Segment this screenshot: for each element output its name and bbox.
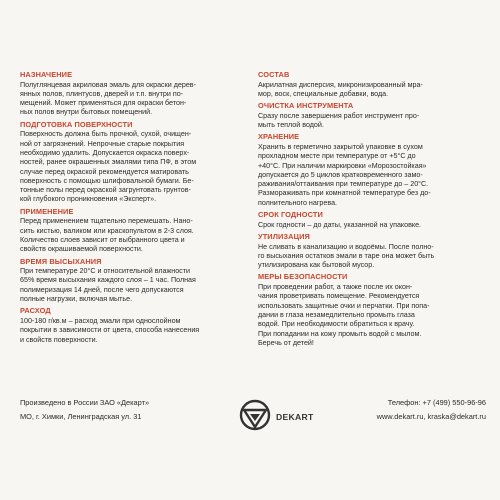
manufacturer-info bbox=[20, 396, 220, 424]
section-text-line: чания проветривать помещение. Рекомендуется bbox=[258, 292, 420, 301]
website-email: www.dekart.ru, kraska@dekart.ru bbox=[376, 412, 486, 421]
section-text-line: ных полов внутри бытовых помещений. bbox=[20, 108, 153, 117]
section-text-line: го высыхания остатков эмали в таре она может быть bbox=[258, 251, 435, 260]
section-text-line: Акрилатная дисперсия, микронизированный мра- bbox=[258, 80, 423, 89]
section-text-line: поверхность с помощью шлифовальной бумаги. Бе- bbox=[20, 176, 194, 185]
section-text-line: покрытии в зависимости от цвета, способа нанесения bbox=[20, 326, 200, 335]
section-text-line: янных полов, плинтусов, дверей и т.п. внутри по- bbox=[20, 89, 184, 98]
section-heading: УТИЛИЗАЦИЯ bbox=[258, 231, 310, 241]
section-heading: ПОДГОТОВКА ПОВЕРХНОСТИ bbox=[20, 119, 133, 129]
section-text-line: Поверхность должна быть прочной, сухой, очищен- bbox=[20, 130, 192, 139]
section-heading: ХРАНЕНИЕ bbox=[258, 132, 300, 142]
section bbox=[258, 210, 486, 230]
section-text-line: Срок годности – до даты, указанной на упаковке. bbox=[258, 220, 422, 229]
section-text-line: Размораживать при комнатной температуре без до- bbox=[258, 189, 431, 198]
section bbox=[258, 70, 486, 99]
contact-info bbox=[286, 396, 486, 424]
section-heading: РАСХОД bbox=[20, 306, 51, 316]
section-heading: ОЧИСТКА ИНСТРУМЕНТА bbox=[258, 101, 354, 111]
section-text-line: полимеризация 14 дней, после чего допускаются bbox=[20, 285, 184, 294]
section-text-line: дании в глаза незамедлительно промыть глаза bbox=[258, 310, 415, 319]
section-text-line: использовать защитные очки и перчатки. При попа- bbox=[258, 301, 430, 310]
section-text-line: необходимо удалить. Допускается окраска поверх- bbox=[20, 148, 190, 157]
section-text-line: Количество слоев зависит от выбранного цвета и bbox=[20, 235, 185, 244]
section-text-line: Перед применением тщательно перемешать. Нано- bbox=[20, 217, 193, 226]
section-text-line: свойств окрашиваемой поверхности. bbox=[20, 245, 143, 254]
section-text-line: прохладном месте при температуре от +5°С до bbox=[258, 152, 416, 161]
section bbox=[20, 120, 248, 205]
manufacturer-address: МО, г. Химки, Ленинградская ул. 31 bbox=[20, 412, 142, 421]
section-text-line: сить кистью, валиком или краскопультом в 2-3 слоя. bbox=[20, 226, 194, 235]
section-text-line: 65% время высыхания каждого слоя – 1 час. Полная bbox=[20, 276, 196, 285]
section-text-line: полные нагрузки, включая мытье. bbox=[20, 295, 133, 304]
section-text-line: ностей, ранее окрашенных эмалями типа ПФ, в этом bbox=[20, 158, 197, 167]
section-text-line: Беречь от детей! bbox=[258, 338, 314, 347]
section bbox=[258, 232, 486, 270]
section bbox=[20, 257, 248, 305]
left-column bbox=[20, 70, 248, 347]
section bbox=[258, 272, 486, 348]
section bbox=[20, 70, 248, 118]
section bbox=[258, 101, 486, 130]
section-text-line: ной от загрязнений. Непрочные старые покрытия bbox=[20, 139, 185, 148]
right-column bbox=[258, 70, 486, 350]
section bbox=[258, 132, 486, 208]
manufacturer-name: Произведено в России ЗАО «Декарт» bbox=[20, 398, 150, 407]
section-text-line: кой глубокого проникновения «Эксперт». bbox=[20, 195, 157, 204]
section-text-line: мещений. Может применяться для окраски бетон- bbox=[20, 99, 187, 108]
section-text-line: +40°С. При наличии маркировки «Морозостойкая» bbox=[258, 161, 427, 170]
section-text-line: полнительного нагрева. bbox=[258, 198, 338, 207]
section-text-line: утилизирована как бытовой мусор. bbox=[258, 261, 375, 270]
section-text-line: При температуре 20°С и относительной влажности bbox=[20, 267, 190, 276]
section-text-line: При попадании на кожу промыть водой с мылом. bbox=[258, 329, 422, 338]
section-text-line: Полуглянцевая акриловая эмаль для окраски дерев- bbox=[20, 80, 196, 89]
section-text-line: мор, воск, специальные добавки, вода. bbox=[258, 89, 389, 98]
section-text-line: 100-180 г/кв.м – расход эмали при однослойном bbox=[20, 316, 181, 325]
section-text-line: При проведении работ, а также после их окон- bbox=[258, 283, 413, 292]
dekart-logo-icon bbox=[231, 398, 279, 432]
section-heading: СОСТАВ bbox=[258, 70, 290, 79]
phone: Телефон: +7 (499) 550-96-96 bbox=[387, 398, 486, 407]
section-text-line: тонные полы перед окраской загрунтовать грунтов- bbox=[20, 186, 191, 195]
logo-wordmark: DEKART bbox=[276, 412, 314, 422]
section-heading: НАЗНАЧЕНИЕ bbox=[20, 70, 73, 79]
section-text-line: мыть теплой водой. bbox=[258, 121, 324, 130]
footer bbox=[20, 396, 486, 436]
section-heading: ВРЕМЯ ВЫСЫХАНИЯ bbox=[20, 256, 102, 266]
section-text-line: Сразу после завершения работ инструмент про- bbox=[258, 111, 420, 120]
section-heading: МЕРЫ БЕЗОПАСНОСТИ bbox=[258, 272, 348, 282]
section-text-line: Не сливать в канализацию и водоёмы. После полно- bbox=[258, 242, 434, 251]
section bbox=[20, 207, 248, 255]
section-text-line: случае перед окраской рекомендуется матировать bbox=[20, 167, 189, 176]
section-text-line: и свойств поверхности. bbox=[20, 335, 98, 344]
section-text-line: раживания/оттаивания при температуре до – 20°С. bbox=[258, 180, 429, 189]
section bbox=[20, 306, 248, 344]
section-heading: ПРИМЕНЕНИЕ bbox=[20, 206, 74, 216]
section-text-line: Хранить в герметично закрытой упаковке в сухом bbox=[258, 142, 423, 151]
section-text-line: допускается до 5 циклов кратковременного замо- bbox=[258, 170, 423, 179]
section-heading: СРОК ГОДНОСТИ bbox=[258, 210, 323, 220]
section-text-line: водой. При необходимости обратиться к врачу. bbox=[258, 320, 415, 329]
